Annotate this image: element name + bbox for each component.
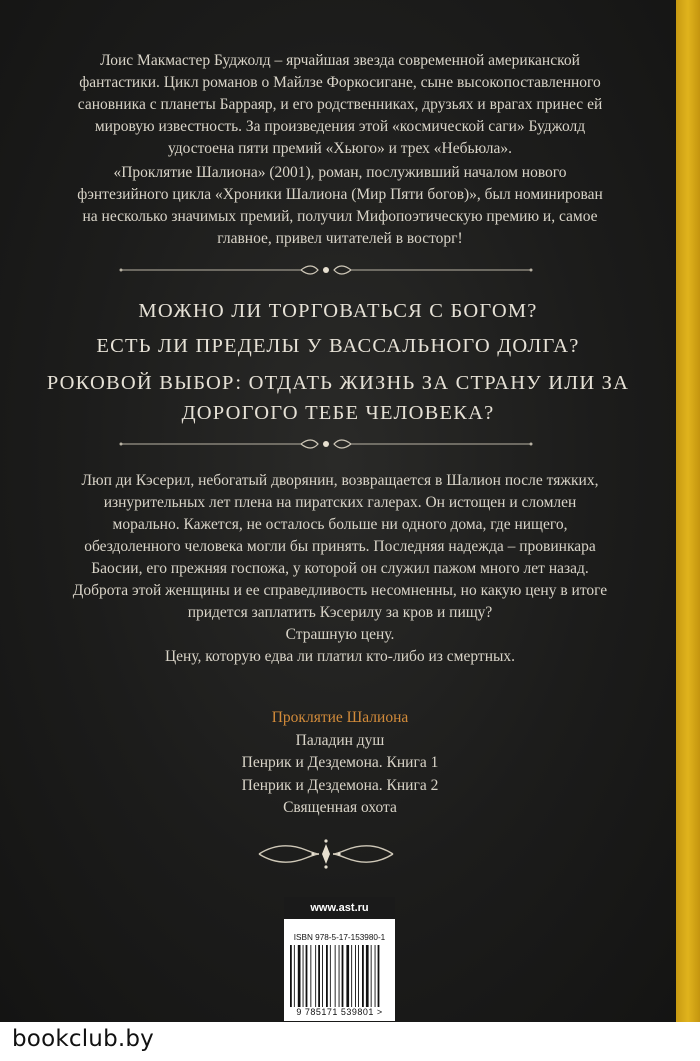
barcode-bar [371,945,372,1007]
barcode-bar [294,945,295,1007]
barcode-bar [339,945,340,1007]
isbn-barcode-block [284,897,395,1021]
barcode-bar [290,945,292,1007]
barcode-bar [346,945,349,1007]
watermark-footer [0,1022,700,1061]
barcode-bar [342,945,344,1007]
barcode-bar [315,945,316,1007]
headline-question-1: МОЖНО ЛИ ТОРГОВАТЬСЯ С БОГОМ? [138,300,538,322]
barcode-bar [322,945,323,1007]
barcode-bar [358,945,359,1007]
barcode-bar [306,945,308,1007]
isbn-number: ISBN 978-5-17-153980-1 [293,933,386,942]
synopsis-tail-2: Цену, которую едва ли платил кто-либо из смертных. [164,648,516,665]
barcode-bar [375,945,376,1007]
synopsis-main: Люп ди Кэсерил, небогатый дворянин, возвращается в Шалион после тяжких, изнурительных лет плена на пиратских галерах. Он истощен и сломлен морально. Кажется, не осталось больше ни одного дома, где нищего, обездоленного человека могли бы принять. Последняя надежда – провинкара Баосии, его прежняя госпожа, у которой он служил пажом много лет назад. Доброта этой женщины и ее справедливость несомненны, но какую цену в итоге придется заплатить Кэсерилу за кров и пищу? [72,472,608,621]
series-item-current: Проклятие Шалиона [271,709,409,726]
headline-question-3: РОКОВОЙ ВЫБОР: ОТДАТЬ ЖИЗНЬ ЗА СТРАНУ ИЛИ ЗА ДОРОГОГО ТЕБЕ ЧЕЛОВЕКА? [46,372,630,424]
series-item: Пенрик и Дездемона. Книга 1 [241,754,439,771]
barcode-bar [298,945,301,1007]
barcode-bar [335,945,336,1007]
barcode [288,945,391,1007]
ornament-divider-middle [116,432,536,456]
barcode-bar [351,945,352,1007]
barcode-bar [378,945,380,1007]
synopsis [70,470,610,668]
series-book-list [130,707,550,820]
site-watermark: bookclub.by [12,1026,154,1052]
ornament-flourish-bottom [251,836,401,872]
series-item: Паладин душ [295,731,385,749]
barcode-bar [310,945,311,1007]
series-item: Священная охота [283,799,397,816]
spine-edge [676,0,700,1022]
barcode-bar [355,945,356,1007]
barcode-bar [366,945,369,1007]
synopsis-tail-1: Страшную цену. [285,626,395,643]
barcode-bar [362,945,364,1007]
headline-question-2: ЕСТЬ ЛИ ПРЕДЕЛЫ У ВАССАЛЬНОГО ДОЛГА? [96,335,580,357]
ornament-divider-top [116,258,536,282]
book-description: «Проклятие Шалиона» (2001), роман, послуживший началом нового фэнтезийного цикла «Хроники Шалиона (Мир Пяти богов)», был номинирован на несколько значимых премий, получил Мифопоэтическую премию и, самое главное, привел читателей в восторг! [77,164,603,247]
series-item: Пенрик и Дездемона. Книга 2 [241,776,439,794]
publisher-url: www.ast.ru [284,897,395,919]
barcode-bar [326,945,328,1007]
barcode-bar [303,945,304,1007]
author-description: Лоис Макмастер Буджолд – ярчайшая звезда современной американской фантастики. Цикл романов о Майлзе Форкосигане, сыне высокопоставленного сановника с планеты Барраяр, и его родственниках, друзьях и врагах принес ей мировую известность. За произведения этой «космической саги» Буджолд удостоена пяти премий «Хьюго» и трех «Небьюла». [77,52,603,157]
barcode-bar [318,945,320,1007]
barcode-digits: 9 785171 539801 > [296,1007,383,1017]
barcode-bar [330,945,331,1007]
